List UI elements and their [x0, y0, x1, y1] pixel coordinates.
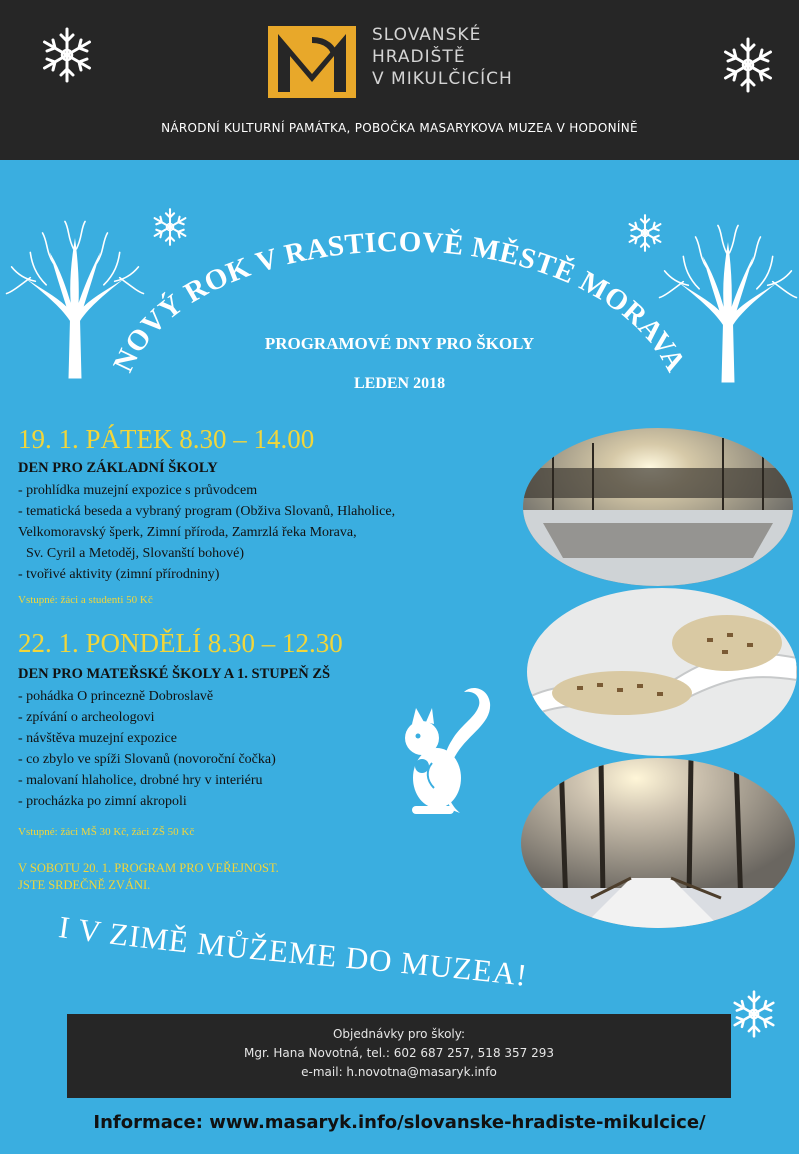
header-subtitle: NÁRODNÍ KULTURNÍ PAMÁTKA, POBOČKA MASARYKOVA MUZEA V HODONÍNĚ	[161, 121, 638, 135]
list-item: - tvořivé aktivity (zimní přírodniny)	[18, 567, 220, 582]
main-title: NOVÝ ROK V RASTICOVĚ MĚSTĚ MORAVA	[107, 226, 692, 378]
list-item: Velkomoravský šperk, Zimní příroda, Zamrzlá řeka Morava,	[18, 525, 357, 540]
day2-subtitle: DEN PRO MATEŘSKÉ ŠKOLY A 1. STUPEŇ ZŠ	[18, 666, 331, 682]
brand-line: V MIKULČICÍCH	[372, 69, 513, 89]
snowflake-icon	[713, 30, 783, 100]
order-label: Objednávky pro školy:	[332, 1027, 466, 1041]
date-label: LEDEN 2018	[353, 375, 446, 392]
order-box	[67, 1014, 731, 1098]
day1-title: 19. 1. PÁTEK 8.30 – 14.00	[18, 424, 315, 454]
day1-subtitle: DEN PRO ZÁKLADNÍ ŠKOLY	[18, 460, 218, 476]
slogan-text: I V ZIMĚ MŮŽEME DO MUZEA!	[56, 910, 530, 993]
brand-name	[372, 24, 513, 90]
photo-hillfort-model	[527, 588, 797, 756]
public-note	[18, 860, 279, 894]
slogan	[0, 910, 799, 1010]
list-item: - pohádka O princezně Dobroslavě	[18, 689, 214, 704]
squirrel-icon	[382, 678, 512, 828]
day2-title: 22. 1. PONDĚLÍ 8.30 – 12.30	[18, 628, 343, 658]
list-item: - malovaní hlaholice, drobné hry v interiéru	[18, 773, 263, 788]
brand-line: SLOVANSKÉ	[372, 25, 482, 45]
order-contact: Mgr. Hana Novotná, tel.: 602 687 257, 518 357 293	[243, 1046, 555, 1060]
photo-winter-sunrise	[523, 428, 793, 586]
note-line: V SOBOTU 20. 1. PROGRAM PRO VEŘEJNOST.	[18, 861, 279, 875]
list-item: - co zbylo ve spíži Slovanů (novoroční čočka)	[18, 752, 276, 767]
title-arc	[0, 160, 799, 400]
snowflake-icon	[32, 20, 102, 90]
program-label: PROGRAMOVÉ DNY PRO ŠKOLY	[264, 334, 535, 353]
list-item: - tematická beseda a vybraný program (Obživa Slovanů, Hlaholice,	[18, 504, 396, 519]
order-email[interactable]: e-mail: h.novotna@masaryk.info	[301, 1065, 497, 1079]
day2-price: Vstupné: žáci MŠ 30 Kč, žáci ZŠ 50 Kč	[18, 826, 195, 838]
photo-snowy-forest	[521, 758, 795, 928]
list-item: - návštěva muzejní expozice	[18, 731, 177, 746]
info-link[interactable]: Informace: www.masaryk.info/slovanske-hradiste-mikulcice/	[93, 1112, 706, 1133]
day2-list	[18, 686, 276, 812]
logo-mark	[268, 26, 356, 98]
list-item: - zpívání o archeologovi	[18, 710, 155, 725]
day1-price: Vstupné: žáci a studenti 50 Kč	[18, 594, 153, 606]
day1-list	[18, 480, 395, 585]
brand-line: HRADIŠTĚ	[372, 47, 466, 67]
list-item: - prohlídka muzejní expozice s průvodcem	[18, 483, 258, 498]
note-line: JSTE SRDEČNĚ ZVÁNI.	[18, 878, 151, 892]
svg-text:NOVÝ ROK V RASTICOVĚ MĚSTĚ MOR	[107, 226, 692, 377]
list-item: - procházka po zimní akropoli	[18, 794, 187, 809]
svg-text:I V ZIMĚ MŮŽEME DO MUZEA!	[57, 910, 530, 993]
list-item: Sv. Cyril a Metoděj, Slovanští bohové)	[26, 546, 245, 561]
